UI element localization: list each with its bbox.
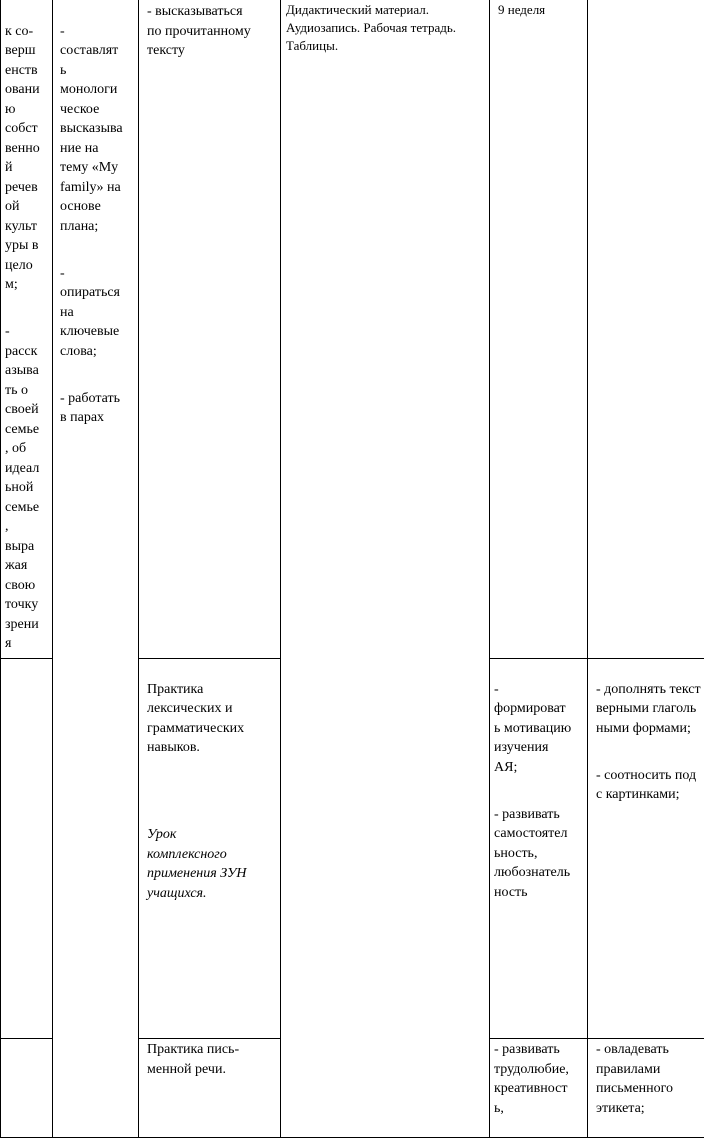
row2-col3-topic: Практика лексических и грамматических навыков.	[147, 681, 245, 755]
row2-col5-paragraph-2: - развивать самостоятел ьность, любознатель ность	[494, 806, 571, 900]
row1-col2-cell	[60, 2, 138, 455]
row1-col4-cell: Дидактический материал. Аудиозапись. Рабочая тетрадь. Таблицы.	[286, 2, 457, 53]
row2-col3-lesson-type: Урок комплексного применения ЗУН учащихся.	[147, 827, 247, 901]
row3-col6-cell: - овладевать правилами письменного этикета;	[596, 1042, 674, 1116]
column-divider-4	[489, 0, 490, 1138]
table-border-left	[0, 0, 1, 1138]
row-divider-2-mid	[138, 1038, 281, 1039]
row3-col5-cell: - развивать трудолюбие, креативност ь,	[494, 1042, 569, 1116]
row-divider-1-right	[489, 658, 704, 659]
row2-col5-paragraph-1: - формироват ь мотивацию изучения АЯ;	[494, 681, 572, 775]
row1-col2-paragraph-2: - опираться на ключевые слова;	[60, 265, 120, 359]
column-divider-5	[587, 0, 588, 1138]
row-divider-2-right	[489, 1038, 704, 1039]
row2-col6-paragraph-2: - соотносить под с картинками;	[596, 767, 697, 802]
row1-col1-cell	[5, 2, 51, 681]
row3-col3-cell: Практика пись- менной речи.	[147, 1042, 240, 1077]
row2-col3-cell	[147, 660, 279, 931]
table-border-bottom	[0, 1137, 704, 1138]
row-divider-1-mid	[138, 658, 281, 659]
row-divider-2-left	[0, 1038, 53, 1039]
row1-col1-paragraph-1: к со- верш енств овани ю собст венно й речев ой культ уры в цело м;	[5, 23, 40, 292]
row1-col5-cell: 9 неделя	[498, 2, 546, 17]
row1-col2-paragraph-1: - составлят ь монологи ческое высказыва ние на тему «My family» на основе плана;	[60, 23, 123, 234]
column-divider-1	[52, 0, 53, 1138]
row2-col6-paragraph-1: - дополнять текст верными глаголь ными формами;	[596, 681, 701, 736]
row1-col2-paragraph-3: - работать в парах	[60, 390, 120, 425]
row1-col1-paragraph-2: - расск азыва ть о своей семье , об идеал ьной семье , выра жая свою точку зрени я	[5, 324, 40, 651]
column-divider-3	[280, 0, 281, 1138]
column-divider-2	[138, 0, 139, 1138]
row1-col3-cell: - высказываться по прочитанному тексту	[147, 4, 251, 58]
row2-col6-cell	[596, 660, 704, 832]
row2-col5-cell	[494, 660, 587, 930]
